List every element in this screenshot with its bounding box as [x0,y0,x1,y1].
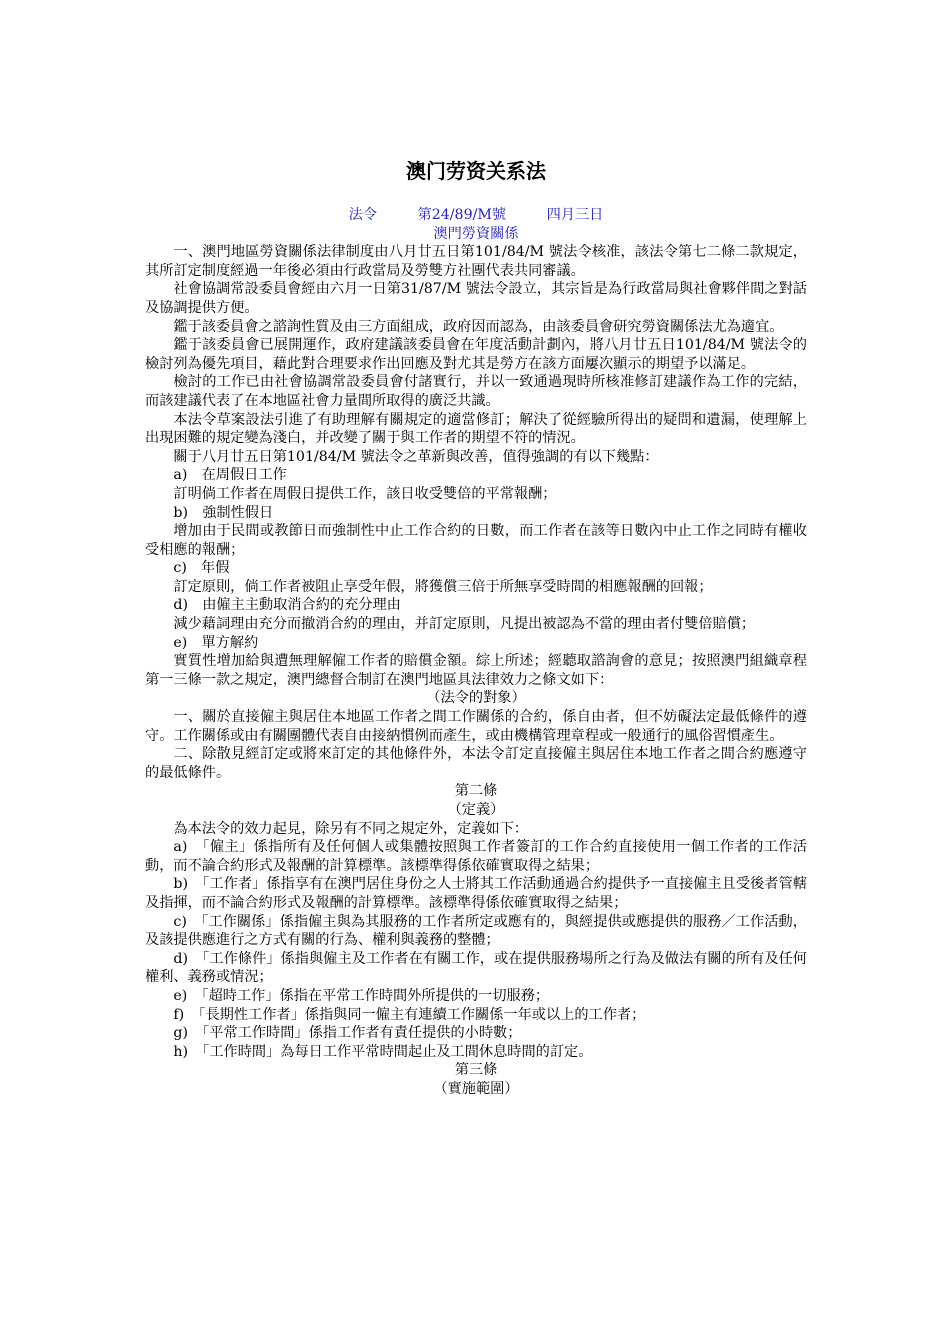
point-label: c) 年假 [173,560,230,577]
preamble-paragraph: 社會協調常設委員會經由六月一日第31/87/M 號法令設立，其宗旨是為行政當局與社會夥伴間之對話及協調提供方便。 [145,281,807,316]
preamble-paragraph: 一、澳門地區勞資關係法律制度由八月廿五日第101/84/M 號法令核准，該法令第七二條二款規定，其所訂定制度經過一年後必須由行政當局及勞雙方社團代表共同審議。 [145,244,807,279]
point-text: 減少藉詞理由充分而撤消合約的理由，并訂定原則，凡提出被認為不當的理由者付雙倍賠償； [173,616,756,633]
preamble-paragraph: 關于八月廿五日第101/84/M 號法令之革新與改善，值得強調的有以下幾點： [173,448,659,465]
preamble-paragraph: 鑑于該委員會之諮詢性質及由三方面組成，政府因而認為，由該委員會研究勞資關係法尤為適宜。 [173,318,784,335]
point-text: 訂定原則，倘工作者被阻止享受年假，將獲償三倍于所無享受時間的相應報酬的回報； [173,578,713,595]
point-text: 實質性增加給與遭無理解僱工作者的賠償金額。綜上所述；經聽取諮詢會的意見；按照澳門組織章程第一三條一款之規定，澳門總督合制訂在澳門地區具法律效力之條文如下： [145,653,807,688]
definition-item: c) 「工作關係」係指僱主與為其服務的工作者所定或應有的，與經提供或應提供的服務／工作活動，及該提供應進行之方式有關的行為、權利與義務的整體； [145,913,807,949]
article-1-paragraph: 一、關於直接僱主與居住本地區工作者之間工作關係的合約，係自由者，但不妨礙法定最低條件的遵守。工作關係或由有關團體代表自由接納慣例而產生，或由機構管理章程或一般通行的風俗習慣產生。 [145,709,807,744]
preamble-paragraph: 鑑于該委員會已展開運作，政府建議該委員會在年度活動計劃內，將八月廿五日101/84/M 號法令的檢討列為優先項目，藉此對合理要求作出回應及對尤其是勞方在該方面屢次顯示的期望予以滿足。 [145,337,807,372]
point-label: d) 由僱主主動取消合約的充分理由 [173,597,401,614]
definition-item: a) 「僱主」係指所有及任何個人或集體按照與工作者簽訂的工作合約直接使用一個工作者的工作活動，而不論合約形式及報酬的計算標準。該標準得係依確實取得之結果； [145,839,807,874]
article-2-title: 第二條 [454,783,498,800]
document-subtitle: 澳門勞資關係 [433,225,519,242]
point-text: 訂明倘工作者在周假日提供工作，該日收受雙倍的平常報酬； [173,485,557,502]
article-1-paragraph: 二、除散見經訂定或將來訂定的其他條件外，本法令訂定直接僱主與居住本地工作者之間合約應遵守的最低條件。 [145,746,807,781]
decree-kind: 法令 [348,207,377,223]
article-1-heading: （法令的對象） [426,690,526,707]
point-label: e) 單方解約 [173,634,259,651]
preamble-paragraph: 本法令草案設法引進了有助理解有關規定的適當修訂；解決了從經驗所得出的疑問和遺漏，使理解上出現困難的規定變為淺白，并改變了關于與工作者的期望不符的情況。 [145,411,807,447]
document-title: 澳门劳资关系法 [406,159,546,183]
point-label: b) 強制性假日 [173,504,274,521]
definition-item: b) 「工作者」係指享有在澳門居住身份之人士將其工作活動通過合約提供予一直接僱主且受後者管轄及指揮，而不論合約形式及報酬的計算標準。該標準得係依確實取得之結果； [145,876,807,911]
decree-date: 四月三日 [546,207,604,223]
preamble-paragraph: 檢討的工作已由社會協調常設委員會付諸實行，并以一致通過現時所核准修訂建議作為工作的完結，而該建議代表了在本地區社會力量間所取得的廣泛共識。 [145,374,807,409]
definition-item: f) 「長期性工作者」係指與同一僱主有連續工作關係一年或以上的工作者； [173,1006,646,1023]
definition-item: g) 「平常工作時間」係指工作者有責任提供的小時數； [173,1025,522,1042]
point-label: a) 在周假日工作 [173,467,287,484]
article-3-title: 第三條 [454,1062,498,1079]
point-text: 增加由于民間或教節日而強制性中止工作合約的日數，而工作者在該等日數內中止工作之同時有權收受相應的報酬； [145,523,807,558]
article-2-intro: 為本法令的效力起見，除另有不同之規定外，定義如下： [173,820,529,837]
document-page [145,150,807,1099]
definition-item: e) 「超時工作」係指在平常工作時間外所提供的一切服務； [173,987,550,1004]
definition-item: h) 「工作時間」為每日工作平常時間起止及工間休息時間的訂定。 [173,1043,593,1060]
article-3-heading: （實施範圍） [433,1080,519,1097]
article-2-heading: （定義） [447,802,505,818]
decree-line [145,206,807,225]
definition-item: d) 「工作條件」係指與僱主及工作者在有關工作，或在提供服務場所之行為及做法有關的所有及任何權利、義務或情況； [145,950,807,986]
decree-number: 第24/89/M號 [417,207,507,223]
